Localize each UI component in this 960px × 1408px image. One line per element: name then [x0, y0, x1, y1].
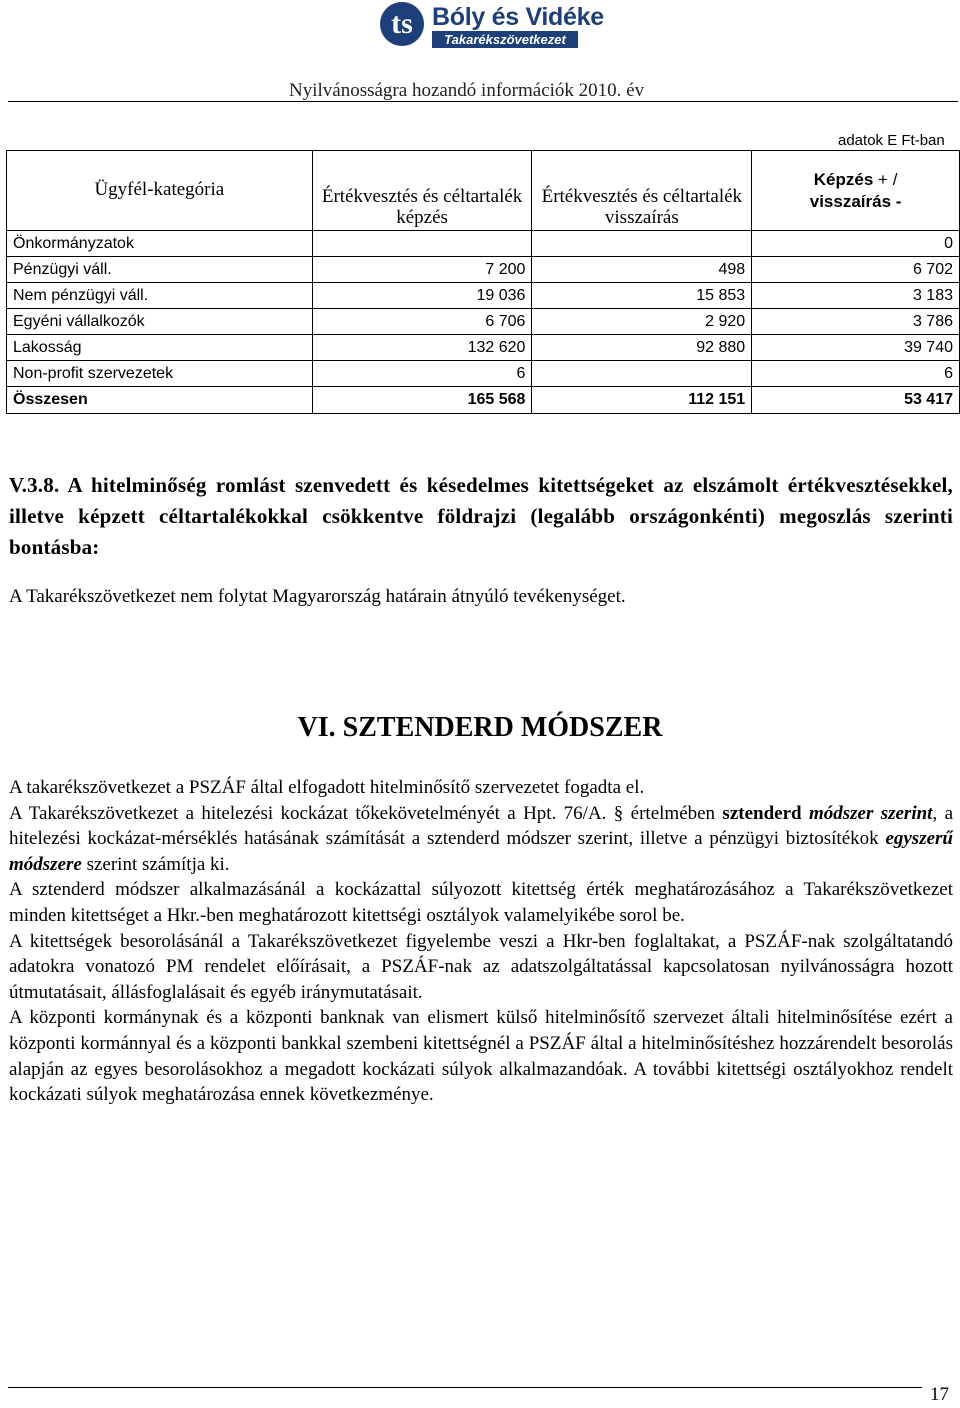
cell-reversal: 112 151	[532, 387, 752, 414]
cell-category: Önkormányzatok	[7, 231, 313, 257]
cell-category: Nem pénzügyi váll.	[7, 283, 313, 309]
cell-formation: 6	[312, 361, 532, 387]
cell-net: 6	[752, 361, 960, 387]
bank-logo	[380, 2, 604, 50]
cell-category: Lakosság	[7, 335, 313, 361]
header-net-part2: + /	[878, 169, 898, 189]
cell-reversal: 2 920	[532, 309, 752, 335]
header-net-part1: Képzés	[813, 169, 874, 189]
table-row	[7, 335, 960, 361]
table-total-row	[7, 387, 960, 414]
section-3-8-body: A Takarékszövetkezet nem folytat Magyarország határain átnyúló tevékenységet.	[9, 586, 626, 607]
cell-reversal: 498	[532, 257, 752, 283]
text-run: , a hitelezési kockázat-mérséklés hatásának számítását a sztenderd módszer szerint, illetve a pénzügyi biztosítékok	[9, 802, 953, 850]
cell-net: 3 183	[752, 283, 960, 309]
text-run	[802, 803, 809, 824]
text-run: szerint számítja ki.	[81, 853, 230, 875]
cell-formation: 165 568	[312, 387, 532, 414]
paragraph: A sztenderd módszer alkalmazásánál a kockázattal súlyozott kitettség érték meghatározásához a Takarékszövetkezet minden kitettséget a Hkr.-ben meghatározott kitettségi osztályok valamelyikébe sorol be.	[9, 879, 953, 926]
cell-net: 6 702	[752, 257, 960, 283]
cell-formation: 19 036	[312, 283, 532, 309]
text-run-bold-italic: módszer szerint	[808, 802, 933, 824]
cell-category: Pénzügyi váll.	[7, 257, 313, 283]
cell-reversal	[532, 231, 752, 257]
logo-name: Bóly és Vidéke	[432, 3, 604, 31]
header-reversal: Értékvesztés és céltartalék visszaírás	[532, 151, 752, 231]
cell-net: 39 740	[752, 335, 960, 361]
text-run-bold: sztenderd	[722, 802, 802, 824]
cell-reversal	[532, 361, 752, 387]
paragraph: A takarékszövetkezet a PSZÁF által elfogadott hitelminősítő szervezetet fogadta el.	[9, 777, 645, 798]
table-row	[7, 309, 960, 335]
cell-formation: 132 620	[312, 335, 532, 361]
cell-net: 53 417	[752, 387, 960, 414]
header-net-part3: visszaírás	[809, 191, 892, 211]
section-6-title: VI. SZTENDERD MÓDSZER	[297, 712, 663, 743]
table-row	[7, 361, 960, 387]
table-row	[7, 283, 960, 309]
cell-formation	[312, 231, 532, 257]
paragraph: A központi kormánynak és a központi banknak van elismert külső hitelminősítő szervezet általi hitelminősítése ezért a központi kormánnyal és a központi bankkal szembeni kitettségnél a PSZÁF által a hitelminősítéshez hozzárendelt besorolás alapján az egyes besorolásokhoz a megadott kockázati súlyok alkalmazandóak. A további kitettségi osztályokhoz rendelt kockázati súlyok meghatározása ennek következménye.	[9, 1007, 953, 1106]
table-row	[7, 257, 960, 283]
cell-category: Non-profit szervezetek	[7, 361, 313, 387]
header-net	[752, 151, 960, 231]
logo-mark-icon: ts	[380, 2, 424, 46]
logo-subname: Takarékszövetkezet	[432, 31, 578, 48]
header-divider	[8, 101, 958, 102]
cell-formation: 6 706	[312, 309, 532, 335]
page-number: 17	[930, 1384, 949, 1405]
unit-note: adatok E Ft-ban	[838, 132, 945, 149]
text-run: A Takarékszövetkezet a hitelezési kockázat tőkekövetelményét a Hpt. 76/A. § értelmében	[9, 802, 723, 824]
cell-formation: 7 200	[312, 257, 532, 283]
cell-net: 3 786	[752, 309, 960, 335]
header-formation: Értékvesztés és céltartalék képzés	[312, 151, 532, 231]
header-net-part4: -	[895, 191, 902, 211]
paragraph	[9, 801, 953, 878]
header-category: Ügyfél-kategória	[7, 151, 313, 231]
footer-divider	[8, 1387, 922, 1388]
paragraph: A kitettségek besorolásánál a Takarékszövetkezet figyelembe veszi a Hkr-ben foglaltakat, a PSZÁF-nak szolgáltatandó adatokra vonatozó PM rendelet előírásait, a PSZÁF-nak az adatszolgáltatással kapcsolatosan nyilvánosságra hozott útmutatásait, állásfoglalásait és egyéb iránymutatásait.	[9, 930, 953, 1003]
section-6-body	[9, 775, 953, 1108]
impairment-table	[6, 150, 960, 414]
table-row	[7, 231, 960, 257]
text-run-bold-italic: egyszerű módszere	[9, 828, 953, 875]
section-3-8-heading: V.3.8. A hitelminőség romlást szenvedett és késedelmes kitettségeket az elszámolt értékvesztésekkel, illetve képzett céltartalékokkal csökkentve földrajzi (legalább országonkénti) megoszlás szerinti bontásba:	[9, 473, 953, 559]
document-subtitle: Nyilvánosságra hozandó információk 2010. év	[289, 80, 645, 101]
cell-category: Összesen	[7, 387, 313, 414]
cell-reversal: 92 880	[532, 335, 752, 361]
cell-category: Egyéni vállalkozók	[7, 309, 313, 335]
cell-reversal: 15 853	[532, 283, 752, 309]
cell-net: 0	[752, 231, 960, 257]
